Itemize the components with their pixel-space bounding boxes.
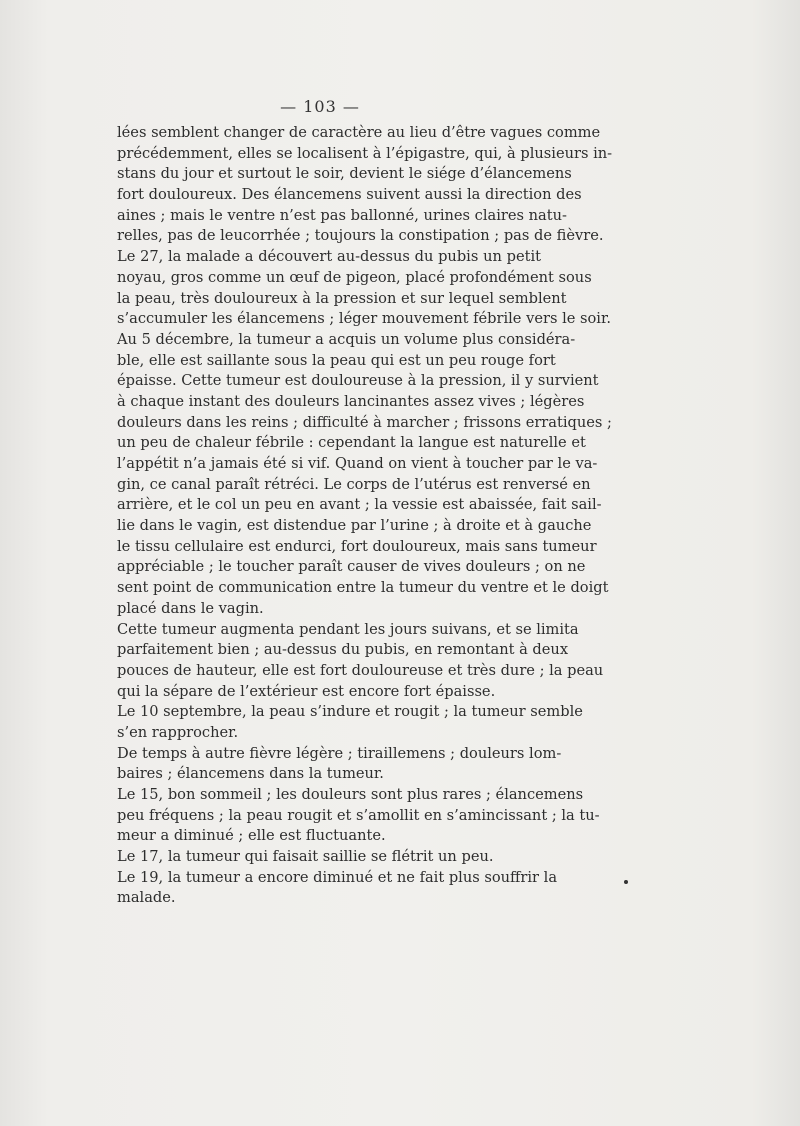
text-line: appréciable ; le toucher paraît causer de vives douleurs ; on ne: [117, 558, 586, 576]
text-line: le tissu cellulaire est endurci, fort douloureux, mais sans tumeur: [117, 537, 597, 555]
text-line: Le 17, la tumeur qui faisait saillie se flétrit un peu.: [117, 848, 494, 866]
text-line: s’accumuler les élancemens ; léger mouvement fébrile vers le soir.: [117, 310, 611, 328]
text-line: un peu de chaleur fébrile : cependant la langue est naturelle et: [117, 434, 586, 452]
text-line: la peau, très douloureux à la pression et sur lequel semblent: [117, 289, 567, 307]
text-line: stans du jour et surtout le soir, devient le siége d’élancemens: [117, 165, 572, 183]
text-line: ble, elle est saillante sous la peau qui est un peu rouge fort: [117, 351, 556, 369]
text-line: malade.: [117, 889, 176, 907]
text-line: placé dans le vagin.: [117, 599, 264, 617]
text-line: lées semblent changer de caractère au lieu d’être vagues comme: [117, 124, 601, 141]
text-line: baires ; élancemens dans la tumeur.: [117, 765, 384, 783]
text-line: à chaque instant des douleurs lancinantes assez vives ; légères: [117, 392, 585, 410]
text-line: Le 27, la malade a découvert au-dessus du pubis un petit: [117, 248, 541, 266]
text-line: sent point de communication entre la tumeur du ventre et le doigt: [117, 579, 609, 597]
text-line: lie dans le vagin, est distendue par l’urine ; à droite et à gauche: [117, 517, 592, 535]
text-line: précédemment, elles se localisent à l’épigastre, qui, à plusieurs in-: [117, 144, 613, 162]
text-line: Le 15, bon sommeil ; les douleurs sont plus rares ; élancemens: [117, 786, 584, 803]
text-line: s’en rapprocher.: [117, 723, 239, 741]
text-line: aines ; mais le ventre n’est pas ballonné, urines claires natu-: [117, 206, 567, 224]
text-line: épaisse. Cette tumeur est douloureuse à la pression, il y survient: [117, 372, 599, 390]
text-line: relles, pas de leucorrhée ; toujours la constipation ; pas de fièvre.: [117, 227, 604, 245]
text-line: fort douloureux. Des élancemens suivent aussi la direction des: [117, 186, 582, 204]
text-line: meur a diminué ; elle est fluctuante.: [117, 827, 386, 845]
text-line: Cette tumeur augmenta pendant les jours suivans, et se limita: [117, 620, 579, 638]
text-line: douleurs dans les reins ; difficulté à marcher ; frissons erratiques ;: [117, 413, 612, 431]
text-line: l’appétit n’a jamais été si vif. Quand on vient à toucher par le va-: [117, 455, 598, 472]
text-line: peu fréquens ; la peau rougit et s’amollit en s’amincissant ; la tu-: [117, 806, 600, 824]
page-number: — 103 —: [280, 97, 360, 116]
body-text: [117, 123, 613, 909]
text-line: Au 5 décembre, la tumeur a acquis un volume plus considéra-: [117, 330, 576, 348]
text-line: pouces de hauteur, elle est fort douloureuse et très dure ; la peau: [117, 661, 604, 679]
text-line: Le 19, la tumeur a encore diminué et ne fait plus souffrir la: [117, 868, 558, 886]
text-line: qui la sépare de l’extérieur est encore fort épaisse.: [117, 682, 496, 700]
text-line: gin, ce canal paraît rétréci. Le corps de l’utérus est renversé en: [117, 475, 591, 493]
ink-speck: [624, 880, 628, 884]
text-line: Le 10 septembre, la peau s’indure et rougit ; la tumeur semble: [117, 703, 583, 721]
text-line: arrière, et le col un peu en avant ; la vessie est abaissée, fait sail-: [117, 496, 602, 514]
text-line: noyau, gros comme un œuf de pigeon, placé profondément sous: [117, 268, 592, 286]
text-line: parfaitement bien ; au-dessus du pubis, en remontant à deux: [117, 641, 569, 659]
text-line: De temps à autre fièvre légère ; tiraillemens ; douleurs lom-: [117, 744, 562, 762]
